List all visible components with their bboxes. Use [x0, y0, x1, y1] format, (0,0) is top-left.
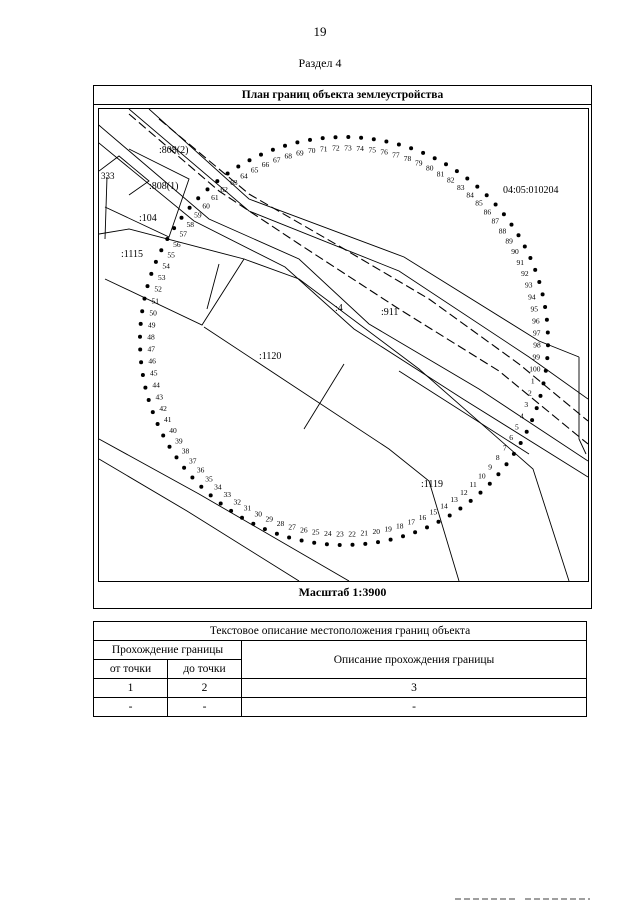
header-boundary-passage: Прохождение границы: [94, 641, 242, 660]
boundary-point-label: 70: [308, 146, 316, 156]
cadastral-block-number: 04:05:010204: [503, 185, 559, 196]
footer-rule: [455, 896, 595, 902]
boundary-point-dot: [363, 542, 367, 546]
boundary-point-label: 58: [186, 219, 195, 229]
boundary-point-dot: [523, 245, 527, 249]
boundary-point-label: 65: [250, 165, 259, 175]
boundary-point-label: 81: [436, 169, 445, 179]
parcel-label-911: :911: [381, 307, 399, 318]
row-to: -: [168, 698, 242, 717]
boundary-point-dot: [537, 280, 541, 284]
boundary-point-dot: [397, 143, 401, 147]
boundary-circle: [138, 135, 550, 547]
parcel-label-104: :104: [139, 213, 157, 224]
boundary-point-label: 35: [205, 474, 213, 484]
boundary-point-dot: [138, 335, 142, 339]
boundary-point-label: 15: [429, 507, 438, 517]
row-description: -: [242, 698, 587, 717]
boundary-point-dot: [206, 187, 210, 191]
row-from: -: [94, 698, 168, 717]
boundary-point-dot: [351, 543, 355, 547]
boundary-point-dot: [413, 530, 417, 534]
boundary-point-dot: [175, 455, 179, 459]
boundary-point-label: 96: [532, 316, 540, 326]
boundary-point-label: 16: [418, 512, 427, 522]
boundary-point-label: 28: [276, 518, 285, 528]
boundary-point-dot: [437, 520, 441, 524]
boundary-point-label: 80: [426, 163, 434, 173]
boundary-point-label: 1: [530, 376, 535, 386]
boundary-point-dot: [188, 206, 192, 210]
boundary-point-label: 71: [320, 144, 328, 154]
boundary-point-dot: [488, 482, 492, 486]
parcel-label-1119: :1119: [421, 479, 444, 490]
boundary-point-dot: [485, 193, 489, 197]
map-scale: Масштаб 1:3900: [298, 585, 387, 599]
boundary-point-dot: [505, 462, 509, 466]
boundary-point-label: 14: [440, 501, 448, 511]
boundary-point-label: 87: [491, 216, 500, 226]
boundary-point-label: 69: [296, 148, 304, 158]
boundary-point-label: 4: [520, 411, 524, 421]
boundary-point-label: 94: [528, 292, 536, 302]
boundary-point-dot: [199, 485, 203, 489]
boundary-point-label: 42: [159, 403, 167, 413]
boundary-point-dot: [545, 318, 549, 322]
boundary-point-label: 64: [240, 171, 248, 181]
boundary-point-dot: [325, 542, 329, 546]
boundary-point-dot: [541, 292, 545, 296]
boundary-point-dot: [154, 260, 158, 264]
boundary-point-dot: [283, 144, 287, 148]
boundary-point-dot: [544, 369, 548, 373]
boundary-point-dot: [512, 452, 516, 456]
boundary-point-dot: [545, 356, 549, 360]
boundary-point-label: 66: [261, 160, 270, 170]
boundary-point-label: 57: [179, 229, 187, 239]
boundary-point-dot: [139, 360, 143, 364]
boundary-point-dot: [156, 422, 160, 426]
boundary-point-dot: [321, 136, 325, 140]
boundary-point-label: 63: [230, 178, 238, 187]
boundary-point-label: 73: [344, 143, 352, 153]
boundary-point-dot: [259, 153, 263, 157]
boundary-point-dot: [425, 525, 429, 529]
boundary-point-dot: [182, 466, 186, 470]
boundary-point-dot: [510, 223, 514, 227]
section-title: Раздел 4: [298, 56, 342, 70]
boundary-point-label: 2: [528, 388, 532, 398]
boundary-point-label: 23: [336, 529, 344, 539]
boundary-point-dot: [295, 140, 299, 144]
boundary-point-label: 5: [515, 422, 519, 432]
boundary-point-dot: [308, 138, 312, 142]
boundary-point-label: 54: [162, 261, 170, 271]
boundary-point-label: 22: [348, 529, 356, 539]
header-to-point: до точки: [168, 660, 242, 679]
boundary-point-label: 31: [243, 503, 252, 513]
boundary-point-dot: [147, 398, 151, 402]
boundary-point-label: 97: [533, 328, 541, 338]
boundary-point-dot: [401, 534, 405, 538]
boundary-point-label: 8: [495, 453, 500, 463]
plan-title: План границ объекта землеустройства: [94, 86, 591, 105]
boundary-point-label: 99: [532, 352, 541, 362]
boundary-point-dot: [517, 233, 521, 237]
boundary-point-label: 43: [155, 392, 163, 402]
boundary-point-label: 60: [202, 201, 210, 211]
column-number: 2: [168, 679, 242, 698]
boundary-point-label: 74: [356, 144, 364, 154]
boundary-point-label: 48: [147, 332, 155, 342]
boundary-point-dot: [448, 514, 452, 518]
boundary-point-dot: [502, 212, 506, 216]
boundary-point-dot: [180, 216, 184, 220]
boundary-point-dot: [542, 381, 546, 385]
boundary-point-dot: [215, 179, 219, 183]
boundary-point-label: 10: [478, 471, 486, 481]
boundary-point-label: 26: [300, 525, 308, 535]
boundary-point-label: 17: [407, 517, 416, 527]
boundary-point-label: 38: [181, 446, 190, 456]
boundary-point-label: 36: [196, 465, 205, 475]
boundary-point-dot: [359, 136, 363, 140]
map-canvas: [99, 109, 588, 581]
boundary-point-label: 44: [152, 380, 160, 390]
boundary-point-label: 46: [148, 356, 156, 366]
table-title: Текстовое описание местоположения границ объекта: [94, 622, 587, 641]
boundary-point-label: 21: [360, 528, 368, 538]
boundary-point-dot: [151, 410, 155, 414]
boundary-point-label: 12: [460, 487, 468, 497]
boundary-point-dot: [444, 162, 448, 166]
boundary-point-dot: [287, 536, 291, 540]
boundary-point-label: 25: [312, 527, 320, 537]
boundary-point-label: 24: [324, 528, 332, 538]
boundary-point-label: 52: [154, 284, 162, 294]
boundary-point-dot: [530, 418, 534, 422]
boundary-point-label: 77: [392, 150, 400, 160]
boundary-point-dot: [334, 135, 338, 139]
boundary-point-dot: [525, 430, 529, 434]
header-from-point: от точки: [94, 660, 168, 679]
boundary-point-label: 78: [403, 154, 412, 164]
boundary-point-dot: [149, 272, 153, 276]
boundary-point-label: 32: [233, 497, 241, 507]
boundary-point-dot: [209, 493, 213, 497]
boundary-point-label: 39: [175, 436, 183, 446]
boundary-point-label: 33: [223, 490, 232, 500]
boundary-point-label: 75: [368, 145, 376, 155]
boundary-point-dot: [546, 331, 550, 335]
boundary-point-label: 89: [505, 236, 513, 246]
boundary-point-label: 53: [157, 273, 166, 282]
boundary-point-dot: [271, 148, 275, 152]
boundary-point-label: 95: [530, 304, 539, 314]
parcel-line: [207, 264, 219, 309]
boundary-point-dot: [143, 297, 147, 301]
boundary-point-dot: [165, 237, 169, 241]
boundary-point-label: 86: [483, 207, 492, 217]
boundary-point-dot: [346, 135, 350, 139]
parcel-line: [99, 229, 244, 325]
boundary-plan-frame: [93, 85, 592, 609]
boundary-point-dot: [389, 538, 393, 542]
parcel-label-808-2: :808(2): [159, 145, 189, 156]
boundary-point-dot: [479, 491, 483, 495]
boundary-point-label: 83: [456, 182, 465, 192]
boundary-point-label: 41: [163, 415, 172, 424]
parcel-label-4: :4: [335, 303, 343, 314]
boundary-point-label: 6: [509, 433, 513, 442]
column-number: 1: [94, 679, 168, 698]
boundary-point-dot: [161, 434, 165, 438]
boundary-point-dot: [519, 441, 523, 445]
table-row: [94, 698, 587, 717]
boundary-point-dot: [251, 522, 255, 526]
parcel-line: [99, 121, 588, 461]
boundary-point-dot: [172, 226, 176, 230]
boundary-point-dot: [140, 309, 144, 313]
boundary-description-table: [93, 621, 587, 717]
boundary-point-dot: [465, 177, 469, 181]
boundary-point-label: 7: [502, 443, 507, 453]
boundary-point-label: 92: [521, 269, 529, 279]
boundary-point-dot: [496, 472, 500, 476]
boundary-point-label: 45: [149, 368, 158, 378]
boundary-point-dot: [421, 151, 425, 155]
page-number: 19: [313, 24, 327, 39]
boundary-point-label: 91: [516, 258, 525, 267]
boundary-point-dot: [300, 539, 304, 543]
boundary-point-label: 20: [372, 526, 380, 536]
boundary-point-dot: [455, 169, 459, 173]
boundary-point-label: 40: [169, 425, 177, 435]
boundary-point-dot: [458, 507, 462, 511]
boundary-point-dot: [409, 146, 413, 150]
parcel-label-808-1: :808(1): [149, 181, 179, 192]
boundary-point-dot: [384, 140, 388, 144]
boundary-point-label: 59: [194, 210, 202, 220]
boundary-point-dot: [469, 499, 473, 503]
boundary-point-dot: [376, 540, 380, 544]
boundary-point-dot: [338, 543, 342, 547]
boundary-map: [98, 108, 589, 582]
boundary-point-dot: [248, 158, 252, 162]
boundary-point-dot: [543, 305, 547, 309]
boundary-point-dot: [546, 343, 550, 347]
boundary-point-dot: [528, 256, 532, 260]
boundary-point-label: 29: [265, 514, 273, 524]
boundary-point-label: 93: [525, 280, 533, 290]
boundary-point-dot: [372, 137, 376, 141]
boundary-point-label: 13: [450, 495, 458, 504]
boundary-point-dot: [219, 502, 223, 506]
boundary-point-label: 88: [498, 226, 507, 236]
parcel-line: [204, 327, 459, 581]
boundary-point-dot: [240, 516, 244, 520]
boundary-point-dot: [196, 196, 200, 200]
boundary-point-label: 55: [167, 250, 175, 260]
boundary-point-dot: [539, 394, 543, 398]
boundary-point-label: 82: [447, 175, 455, 185]
parcel-label-333: 333: [101, 171, 115, 181]
boundary-point-label: 11: [469, 479, 477, 489]
boundary-point-dot: [159, 248, 163, 252]
parcel-label-1115: :1115: [121, 249, 144, 260]
boundary-point-label: 56: [173, 240, 181, 249]
boundary-point-label: 9: [488, 462, 492, 472]
boundary-point-label: 3: [524, 400, 529, 409]
boundary-point-dot: [275, 532, 279, 536]
boundary-point-dot: [535, 406, 539, 410]
point-labels: [147, 144, 541, 539]
boundary-point-dot: [168, 445, 172, 449]
boundary-point-label: 100: [529, 364, 541, 374]
boundary-point-label: 34: [214, 482, 222, 492]
boundary-point-label: 85: [475, 198, 483, 208]
boundary-point-dot: [236, 165, 240, 169]
boundary-point-label: 49: [147, 320, 156, 330]
boundary-point-label: 72: [332, 143, 340, 153]
boundary-point-dot: [533, 268, 537, 272]
boundary-point-label: 79: [415, 158, 423, 168]
boundary-point-dot: [494, 203, 498, 207]
boundary-point-dot: [139, 322, 143, 326]
boundary-point-dot: [475, 185, 479, 189]
boundary-point-label: 50: [149, 308, 157, 318]
boundary-point-label: 84: [466, 190, 474, 200]
boundary-point-label: 90: [511, 247, 519, 257]
boundary-point-label: 61: [211, 193, 219, 203]
column-number: 3: [242, 679, 587, 698]
boundary-point-dot: [433, 156, 437, 160]
boundary-point-label: 27: [288, 522, 296, 532]
boundary-point-dot: [229, 509, 233, 513]
boundary-point-dot: [143, 386, 147, 390]
parcel-line: [99, 436, 349, 581]
boundary-point-dot: [138, 348, 142, 352]
boundary-point-label: 68: [284, 151, 292, 161]
boundary-point-label: 62: [220, 185, 228, 195]
parcel-lines: [99, 109, 588, 581]
boundary-point-label: 18: [396, 521, 404, 531]
boundary-point-dot: [141, 373, 145, 377]
boundary-point-dot: [312, 541, 316, 545]
boundary-point-dot: [226, 172, 230, 176]
boundary-point-label: 76: [380, 147, 388, 157]
boundary-point-label: 98: [533, 340, 541, 350]
parcel-label-1120: :1120: [259, 351, 282, 362]
header-boundary-description: Описание прохождения границы: [242, 641, 587, 679]
boundary-point-label: 19: [384, 524, 392, 534]
boundary-point-dot: [190, 476, 194, 480]
boundary-point-dot: [146, 284, 150, 288]
boundary-point-label: 37: [188, 456, 197, 466]
boundary-point-dot: [263, 527, 267, 531]
boundary-point-label: 51: [151, 296, 159, 306]
road-dashed: [129, 114, 588, 444]
boundary-point-label: 67: [272, 155, 281, 165]
boundary-point-label: 47: [147, 344, 155, 354]
boundary-point-label: 30: [254, 509, 262, 519]
